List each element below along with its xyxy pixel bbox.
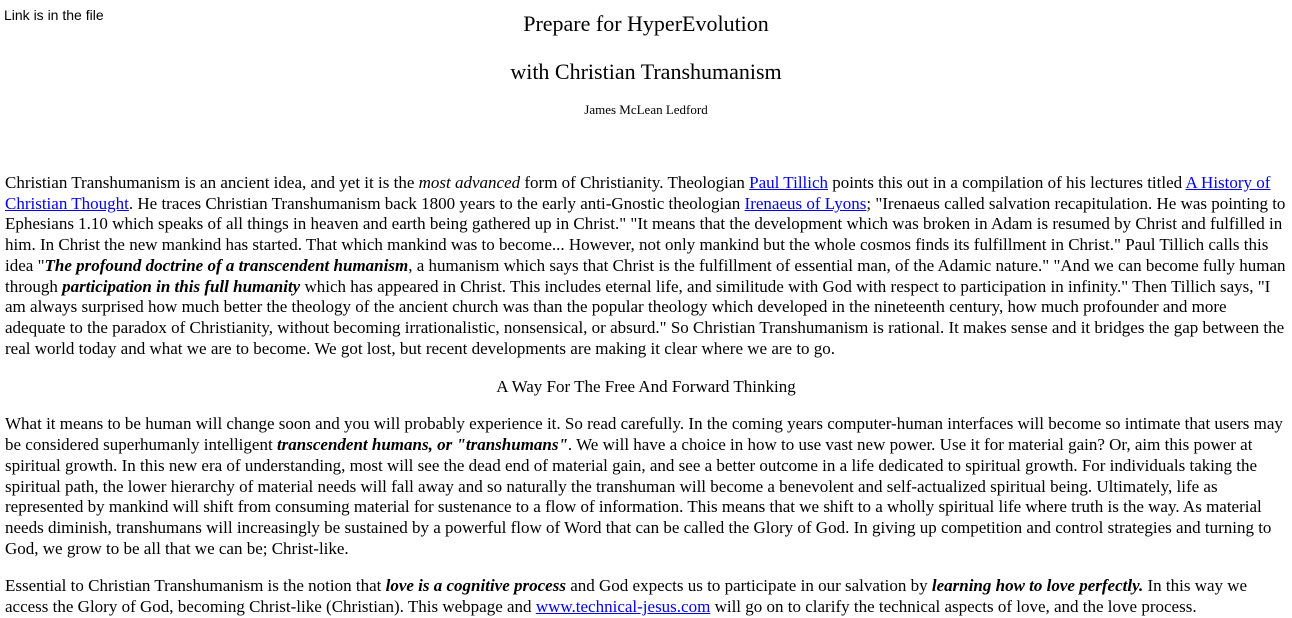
text-run: What it means to be human will change soon and you will probably experience it. So read carefully. In the coming years computer-human interfaces will become so intimate that users may be considered superhumanly intelligent: [5, 414, 1283, 455]
text-run: Essential to Christian Transhumanism is the notion that: [5, 576, 386, 596]
text-run: ; "Irenaeus called salvation recapitulation. He was pointing to Ephesians 1.10 which speaks of all things in heaven and earth being gathered up in Christ." "It means that the development which was broken in Adam is resumed by Christ and fulfilled in him. In Christ the new mankind has started. That which mankind was to become... However, not only mankind but the whole cosmos finds its fulfillment in Christ." Paul Tillich calls this idea ": [5, 193, 1286, 275]
bolditalic-run: transcendent humans, or "transhumans": [276, 435, 568, 455]
text-run: which has appeared in Christ. This includes eternal life, and similitude with God with respect to participation in infinity." Then Tillich says, "I am always surprised how much better the theology of the ancient church was than the popular theology which developed in the nineteenth century, how much profounder and more adequate to the paradox of Christianity, without becoming irrationalistic, nonsensical, or absurd." So Christian Transhumanism is rational. It makes sense and it bridges the gap between the real world today and what we are to become. We got lost, but recent developments are making it clear where we are to go.: [5, 276, 1285, 358]
text-run: . He traces Christian Transhumanism back 1800 years to the early anti-Gnostic theologian: [128, 193, 745, 213]
page-title-line1: Prepare for HyperEvolution: [523, 11, 769, 36]
bolditalic-run: participation in this full humanity: [62, 276, 301, 296]
link-paul-tillich[interactable]: Paul Tillich: [749, 173, 829, 192]
section-heading: A Way For The Free And Forward Thinking: [496, 376, 796, 396]
bolditalic-run: love is a cognitive process: [385, 576, 566, 596]
paragraph-love-process: [5, 576, 1287, 617]
text-run: In this way we access the Glory of God, becoming Christ-like (Christian). This webpage and: [5, 576, 1248, 617]
text-run: points this out in a compilation of his lectures titled: [828, 173, 1186, 192]
italic-run: most advanced: [418, 173, 521, 192]
text-run: and God expects us to participate in our salvation by: [565, 576, 932, 596]
text-run: Christian Transhumanism is an ancient idea, and yet it is the: [5, 173, 419, 192]
text-run: . We will have a choice in how to use vast new power. Use it for material gain? Or, aim this power at spiritual growth. In this new era of understanding, most will see the dead end of material gain, and see a better outcome in a life dedicated to spiritual growth. For individuals taking the spiritual path, the lower hierarchy of material needs will fall away and so naturally the transhuman will become a benevolent and self-actualized spiritual being. Ultimately, life as represented by mankind will shift from consuming material for sustenance to a flow of information. This means that we shift to a wholly spiritual life where truth is the way. As material needs diminish, transhumans will increasingly be sustained by a powerful flow of Word that can be called the Glory of God. In giving up competition and control strategies and turning to God, we grow to be all that we can be; Christ-like.: [5, 435, 1272, 558]
note-link-is-in-file: Link is in the file: [4, 7, 104, 23]
text-run: form of Christianity. Theologian: [520, 173, 750, 192]
bolditalic-run: learning how to love perfectly.: [931, 576, 1144, 596]
link-technical-jesus[interactable]: www.technical-jesus.com: [535, 597, 711, 617]
text-run: , a humanism which says that Christ is the fulfillment of essential man, of the Adamic nature." "And we can become fully human through: [5, 255, 1286, 296]
text-run: will go on to clarify the technical aspects of love, and the love process.: [710, 597, 1197, 617]
link-irenaeus-of-lyons[interactable]: Irenaeus of Lyons: [744, 193, 867, 213]
paragraph-transhuman-future: [5, 414, 1287, 559]
link-a-history-of-christian-thought[interactable]: A History of Christian Thought: [5, 173, 1271, 213]
page-title-line2: with Christian Transhumanism: [510, 59, 782, 84]
bolditalic-run: The profound doctrine of a transcendent humanism: [44, 255, 409, 275]
author-byline: James McLean Ledford: [584, 102, 708, 117]
paragraph-intro-tillich: [5, 173, 1287, 360]
